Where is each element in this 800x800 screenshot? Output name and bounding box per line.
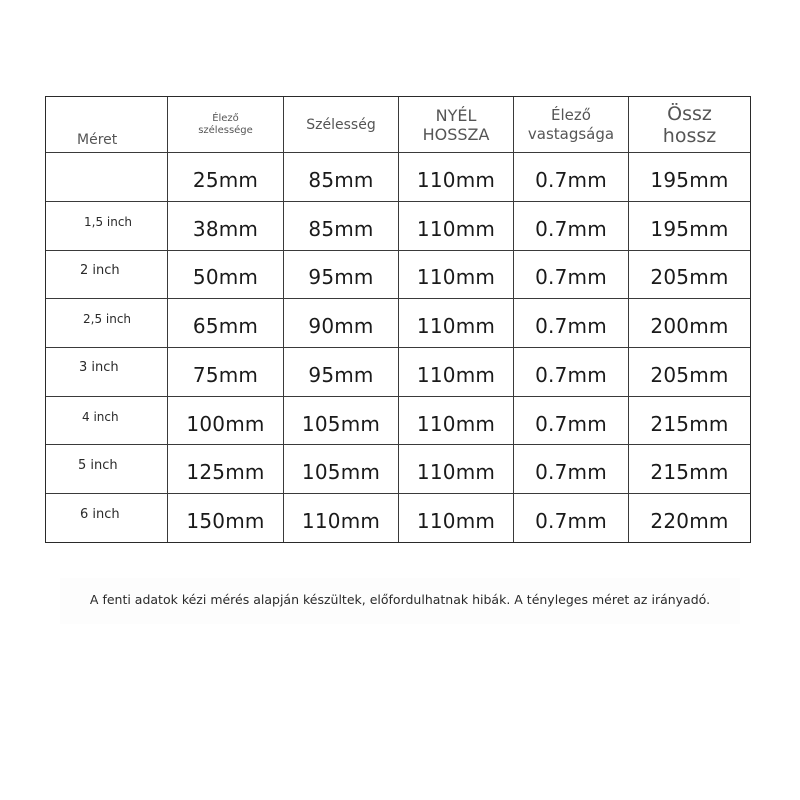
blade-thickness-cell: 0.7mm [514, 153, 629, 202]
header-row [46, 97, 751, 153]
width-cell: 90mm [284, 299, 399, 348]
size-cell: 5 inch [46, 445, 168, 494]
handle-length-cell: 110mm [399, 153, 514, 202]
size-cell: 3 inch [46, 348, 168, 397]
size-cell: 2 inch [46, 250, 168, 299]
total-length-cell: 205mm [629, 348, 751, 397]
handle-length-cell: 110mm [399, 250, 514, 299]
handle-length-cell: 110mm [399, 494, 514, 543]
size-cell: 1,5 inch [46, 201, 168, 250]
handle-length-cell: 110mm [399, 299, 514, 348]
header-blade-thickness: Élező vastagsága [514, 97, 629, 153]
width-cell: 110mm [284, 494, 399, 543]
table-row [46, 153, 751, 202]
handle-length-cell: 110mm [399, 445, 514, 494]
size-table [45, 96, 751, 543]
width-cell: 85mm [284, 201, 399, 250]
handle-length-cell: 110mm [399, 348, 514, 397]
width-cell: 105mm [284, 396, 399, 445]
size-cell: 2,5 inch [46, 299, 168, 348]
size-cell [46, 153, 168, 202]
footnote-text: A fenti adatok kézi mérés alapján készültek, előfordulhatnak hibák. A tényleges méret az irányadó. [89, 592, 711, 607]
blade-thickness-cell: 0.7mm [514, 445, 629, 494]
total-length-cell: 215mm [629, 445, 751, 494]
blade-width-cell: 50mm [168, 250, 284, 299]
total-length-cell: 205mm [629, 250, 751, 299]
blade-width-cell: 100mm [168, 396, 284, 445]
blade-thickness-cell: 0.7mm [514, 250, 629, 299]
footnote-box [60, 578, 740, 624]
handle-length-cell: 110mm [399, 201, 514, 250]
blade-width-cell: 65mm [168, 299, 284, 348]
size-cell: 4 inch [46, 396, 168, 445]
table-row [46, 250, 751, 299]
total-length-cell: 200mm [629, 299, 751, 348]
width-cell: 105mm [284, 445, 399, 494]
size-cell: 6 inch [46, 494, 168, 543]
blade-thickness-cell: 0.7mm [514, 396, 629, 445]
header-handle-length: NYÉL HOSSZA [399, 97, 514, 153]
blade-width-cell: 150mm [168, 494, 284, 543]
table-row [46, 348, 751, 397]
blade-width-cell: 125mm [168, 445, 284, 494]
blade-thickness-cell: 0.7mm [514, 494, 629, 543]
total-length-cell: 195mm [629, 153, 751, 202]
blade-width-cell: 75mm [168, 348, 284, 397]
table-row [46, 201, 751, 250]
header-width: Szélesség [284, 97, 399, 153]
handle-length-cell: 110mm [399, 396, 514, 445]
blade-width-cell: 25mm [168, 153, 284, 202]
width-cell: 95mm [284, 250, 399, 299]
total-length-cell: 220mm [629, 494, 751, 543]
table-row [46, 445, 751, 494]
blade-thickness-cell: 0.7mm [514, 348, 629, 397]
width-cell: 95mm [284, 348, 399, 397]
blade-width-cell: 38mm [168, 201, 284, 250]
table-row [46, 494, 751, 543]
header-size: Méret [46, 97, 168, 153]
header-total-length: Össz hossz [629, 97, 751, 153]
blade-thickness-cell: 0.7mm [514, 299, 629, 348]
total-length-cell: 195mm [629, 201, 751, 250]
header-blade-width: Élező szélessége [168, 97, 284, 153]
width-cell: 85mm [284, 153, 399, 202]
table-row [46, 396, 751, 445]
table-row [46, 299, 751, 348]
total-length-cell: 215mm [629, 396, 751, 445]
blade-thickness-cell: 0.7mm [514, 201, 629, 250]
